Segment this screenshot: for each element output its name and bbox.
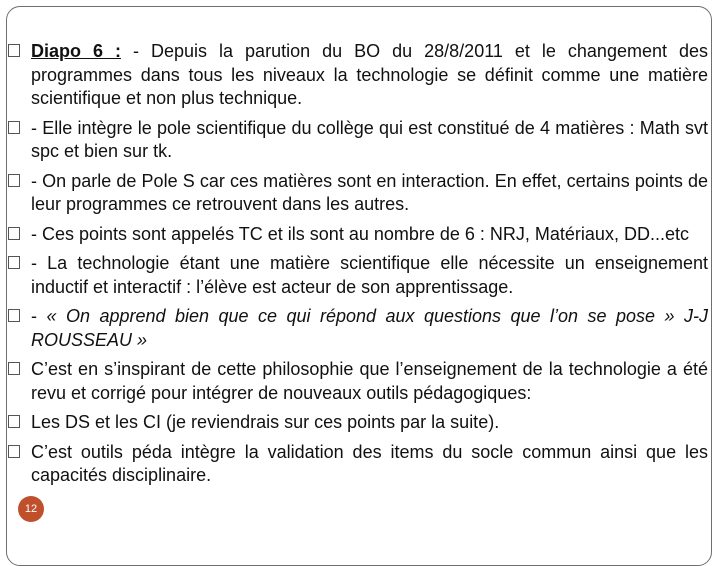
rousseau-quote: « On apprend bien que ce qui répond aux questions que l’on se pose » J-J ROUSSEAU » bbox=[31, 306, 708, 350]
square-bullet-icon bbox=[8, 227, 20, 240]
bullet-item bbox=[8, 252, 708, 299]
bullet-text: Les DS et les CI (je reviendrais sur ces points par la suite). bbox=[31, 412, 500, 432]
bullet-text: - Elle intègre le pole scientifique du collège qui est constitué de 4 matières : Math svt spc et bien sur tk. bbox=[31, 117, 708, 161]
bullet-item bbox=[8, 117, 708, 164]
bullet-item bbox=[8, 40, 708, 111]
bullet-text: - Depuis la parution du BO du 28/8/2011 et le changement des programmes dans tous les niveaux la technologie se définit comme une matière scientifique et non plus technique. bbox=[31, 41, 709, 108]
bullet-item bbox=[8, 411, 708, 435]
bullet-item bbox=[8, 170, 708, 217]
bullet-text: C’est en s’inspirant de cette philosophie que l’enseignement de la technologie a été revu et corrigé pour intégrer de nouveaux outils pédagogiques: bbox=[31, 359, 708, 403]
square-bullet-icon bbox=[8, 174, 20, 187]
square-bullet-icon bbox=[8, 256, 20, 269]
square-bullet-icon bbox=[8, 121, 20, 134]
bullet-text: - On parle de Pole S car ces matières sont en interaction. En effet, certains points de leur programmes ce retrouvent dans les autres. bbox=[31, 170, 708, 214]
bullet-item bbox=[8, 305, 708, 352]
diapo-label: Diapo 6 : bbox=[31, 41, 122, 61]
bullet-item bbox=[8, 441, 708, 488]
square-bullet-icon bbox=[8, 445, 20, 458]
square-bullet-icon bbox=[8, 309, 20, 322]
bullet-prefix: - bbox=[31, 306, 47, 326]
square-bullet-icon bbox=[8, 44, 20, 57]
bullet-text: - La technologie étant une matière scientifique elle nécessite un enseignement inductif et interactif : l’élève est acteur de son apprentissage. bbox=[31, 253, 708, 297]
bullet-text: - Ces points sont appelés TC et ils sont au nombre de 6 : NRJ, Matériaux, DD...etc bbox=[31, 223, 689, 244]
square-bullet-icon bbox=[8, 362, 20, 375]
bullet-item bbox=[8, 358, 708, 405]
bullet-text: C’est outils péda intègre la validation des items du socle commun ainsi que les capacités disciplinaire. bbox=[31, 441, 708, 485]
bullet-item bbox=[8, 223, 708, 247]
slide-content bbox=[8, 40, 708, 494]
page-number-badge: 12 bbox=[18, 496, 44, 522]
square-bullet-icon bbox=[8, 415, 20, 428]
